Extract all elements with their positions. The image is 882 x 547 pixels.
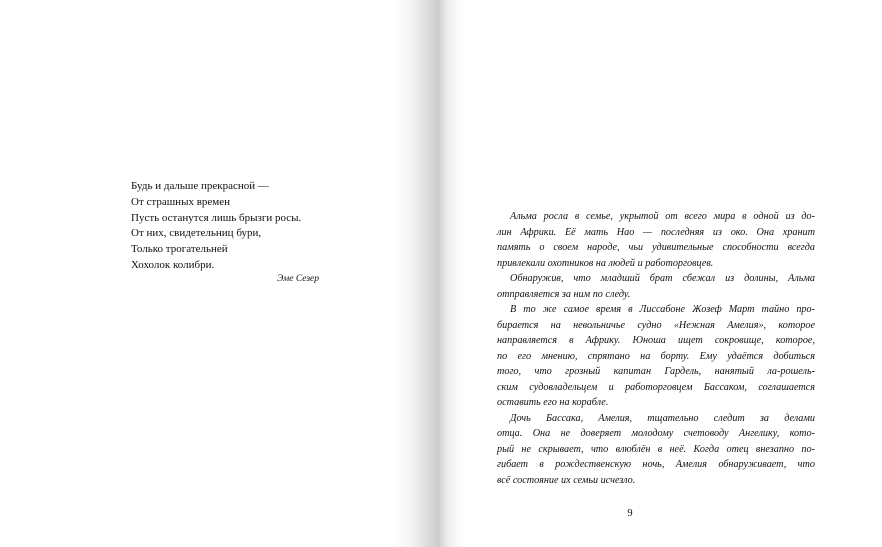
poem-line: Хохолок колибри. (131, 258, 215, 271)
text-line: всё состояние их семьи исчезло. (497, 474, 636, 486)
text-line: память о своем народе, чьи удивительные способности всегда (497, 242, 815, 253)
text-line: рый не скрывает, что влюблён в неё. Когда отец внезапно по- (497, 443, 815, 455)
text-line: того, что грозный капитан Гардель, нанятый ла-рошель- (497, 366, 815, 377)
poem-line: От них, свидетельниц бури, (131, 227, 262, 240)
text-line: бирается на невольничье судно «Нежная Амелия», которое (497, 319, 815, 331)
text-line: направляется в Африку. Юноша ищет сокровище, которое, (497, 335, 815, 346)
poem-line: Пусть останутся лишь брызги росы. (131, 211, 302, 224)
text-line: Дочь Бассака, Амелия, тщательно следит за делами (510, 412, 815, 424)
poem-line: Только трогательней (131, 243, 228, 256)
text-line: Альма росла в семье, укрытой от всего мира в одной из до- (510, 211, 815, 222)
text-line: Обнаружив, что младший брат сбежал из долины, Альма (510, 273, 815, 284)
poem-line: Будь и дальше прекрасной — (131, 180, 269, 192)
text-line: лин Африки. Её мать Нао — последняя из око. Она хранит (497, 226, 815, 238)
poem-attribution: Эме Сезер (277, 274, 319, 284)
epigraph-poem (131, 179, 301, 274)
text-line: гибает в рождественскую ночь, Амелия обнаруживает, что (497, 459, 815, 470)
text-line: отправляется за ним по следу. (497, 288, 631, 300)
text-line: оставить его на корабле. (497, 397, 609, 408)
text-line: привлекали охотников на людей и работорговцев. (497, 257, 714, 269)
poem-line: От страшных времен (131, 195, 231, 208)
body-text (497, 209, 815, 488)
right-page (430, 0, 882, 547)
text-line: отца. Она не доверяет молодому счетоводу Ангелику, кото- (497, 428, 815, 439)
left-page (0, 0, 430, 547)
text-line: ским судовладельцем и работорговцем Бассаком, соглашается (497, 381, 815, 393)
page-number: 9 (627, 508, 633, 519)
text-line: В то же самое время в Лиссабоне Жозеф Март тайно про- (510, 304, 815, 315)
text-line: по его мнению, спрятано на борту. Ему удаётся добиться (497, 350, 815, 362)
